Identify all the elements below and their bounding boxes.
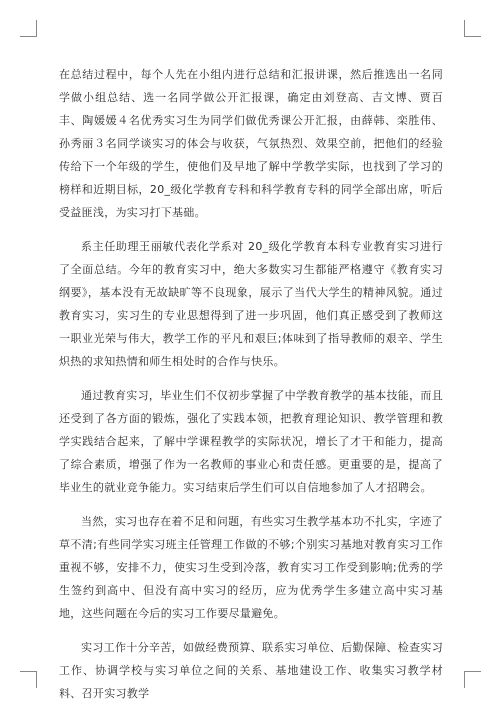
crop-mark-top-left: [20, 20, 37, 37]
paragraph-2: 系主任助理王丽敏代表化学系对 20_级化学教育本科专业教育实习进行了全面总结。今年的教育实习中，绝大多数实习生都能严格遵守《教育实习纲要》，基本没有无故缺旷等不良现象，展示了当代大学生的精神风貌。通过教育实习，实习生的专业思想得到了进一步巩固，他们真正感受到了教师这一职业光荣与伟大，教学工作的平凡和艰巨;体味到了指导教师的艰辛、学生炽热的求知热情和师生相处时的合作与快乐。: [59, 240, 443, 368]
crop-mark-bottom-left: [20, 671, 37, 688]
document-body: [59, 63, 443, 700]
paragraph-5: 实习工作十分辛苦，如做经费预算、联系实习单位、后勤保障、检查实习工作、协调学校与实习单位之间的关系、基地建设工作、收集实习教学材料、召开实习教学: [59, 641, 443, 700]
paragraph-3: 通过教育实习，毕业生们不仅初步掌握了中学教育教学的基本技能，而且还受到了各方面的锻炼，强化了实践本领，把教育理论知识、教学管理和教学实践结合起来，了解中学课程教学的实际状况，增长了才干和能力，提高了综合素质，增强了作为一名教师的事业心和责任感。更重要的是，提高了毕业生的就业竞争能力。实习结束后学生们可以自信地参加了人才招聘会。: [59, 389, 443, 494]
crop-mark-top-right: [464, 20, 481, 37]
paragraph-4: 当然，实习也存在着不足和问题，有些实习生教学基本功不扎实，字迹了草不清;有些同学实习班主任管理工作做的不够;个别实习基地对教育实习工作重视不够，安排不力，使实习生受到冷落，教育实习工作受到影响;优秀的学生签约到高中、但没有高中实习的经历，应为优秀学生多建立高中实习基地，这些问题在今后的实习工作要尽量避免。: [59, 515, 443, 620]
crop-mark-bottom-right: [464, 671, 481, 688]
paragraph-1: 在总结过程中，每个人先在小组内进行总结和汇报讲课，然后推选出一名同学做小组总结、选一名同学做公开汇报课，确定由刘登高、吉文博、贾百丰、陶媛媛４名优秀实习生为同学们做优秀课公开汇报，由薛韩、栾胜伟、孙秀丽３名同学谈实习的体会与收获，气氛热烈、效果空前，把他们的经验传给下一个年级的学生，使他们及早地了解中学教学实际，也找到了学习的榜样和近期目标，20_级化学教育专科和科学教育专科的同学全部出席，听后受益匪浅，为实习打下基础。: [59, 68, 443, 219]
